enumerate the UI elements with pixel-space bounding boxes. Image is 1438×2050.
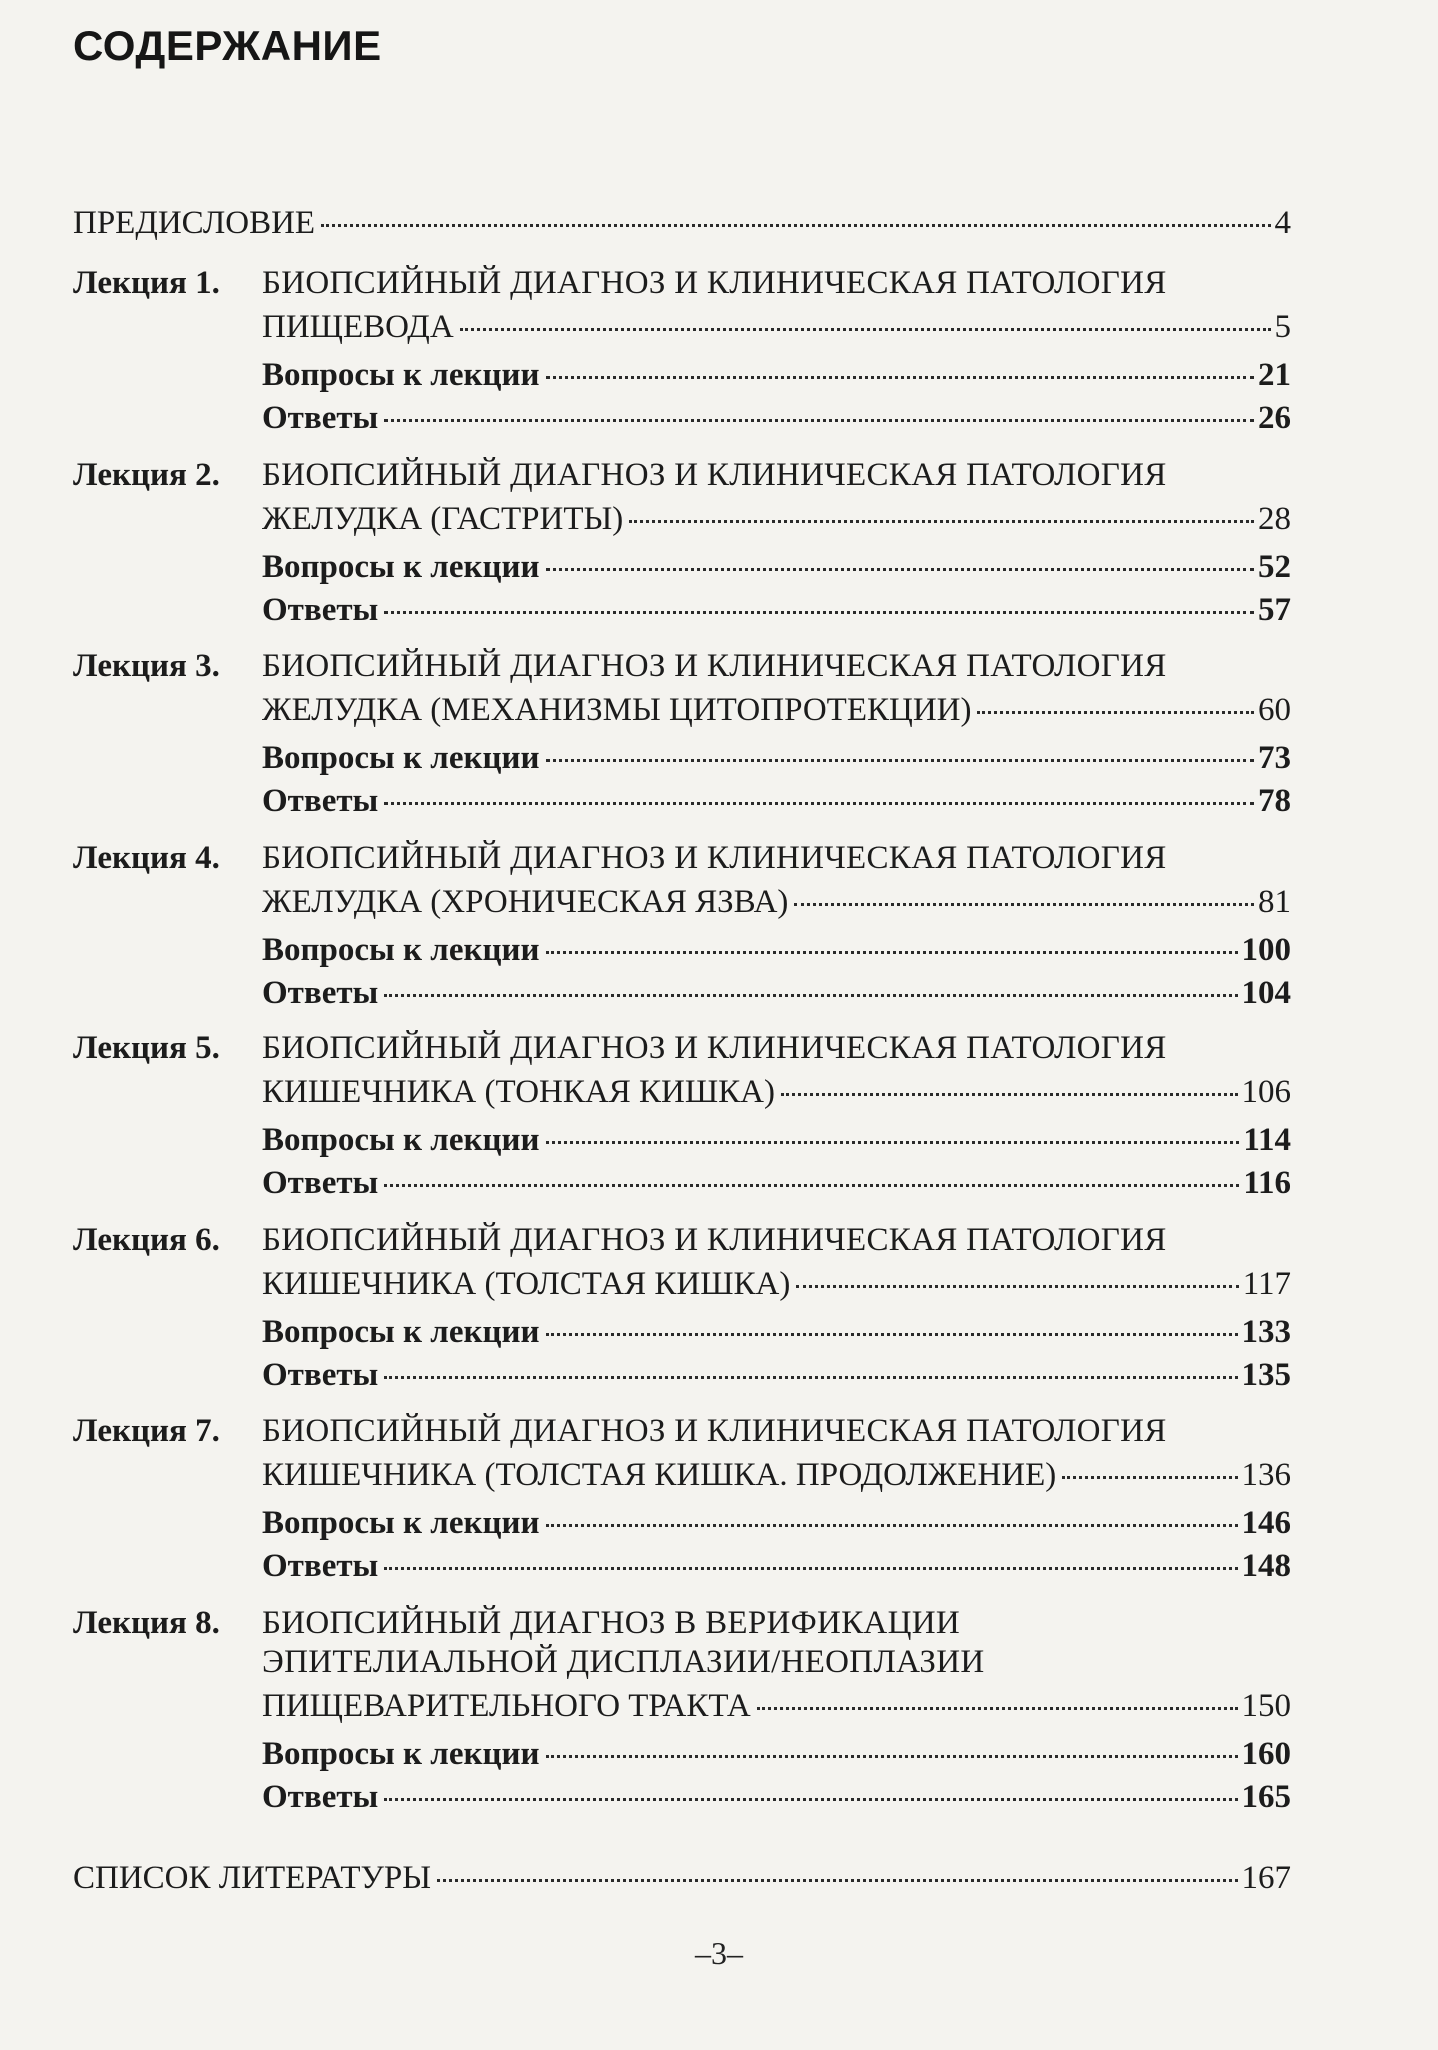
dot-leader xyxy=(384,611,1254,614)
lecture-title-end-page: 5 xyxy=(1274,309,1291,345)
lecture-questions-page: 114 xyxy=(1243,1122,1291,1158)
lecture-answers-page: 78 xyxy=(1258,783,1291,819)
lecture-title-end xyxy=(262,1452,1291,1498)
dot-leader xyxy=(781,1093,1238,1096)
lecture-label: Лекция 3. xyxy=(73,648,220,684)
lecture-title-end xyxy=(262,304,1291,350)
dot-leader xyxy=(384,1376,1237,1379)
lecture-label: Лекция 4. xyxy=(73,840,220,876)
toc-preface xyxy=(73,200,1291,246)
lecture-title-line: БИОПСИЙНЫЙ ДИАГНОЗ И КЛИНИЧЕСКАЯ ПАТОЛОГИЯ xyxy=(262,457,1167,493)
lecture-title-end-title: ЖЕЛУДКА (ГАСТРИТЫ) xyxy=(262,501,624,537)
lecture-answers xyxy=(262,587,1291,633)
dot-leader xyxy=(977,711,1254,714)
dot-leader xyxy=(437,1879,1237,1882)
lecture-title-line: БИОПСИЙНЫЙ ДИАГНОЗ И КЛИНИЧЕСКАЯ ПАТОЛОГИЯ xyxy=(262,648,1167,684)
lecture-title-end-title: ПИЩЕВАРИТЕЛЬНОГО ТРАКТА xyxy=(262,1688,751,1724)
lecture-questions xyxy=(262,1500,1291,1546)
lecture-answers-page: 148 xyxy=(1241,1548,1291,1584)
lecture-title-line: ЭПИТЕЛИАЛЬНОЙ ДИСПЛАЗИИ/НЕОПЛАЗИИ xyxy=(262,1644,985,1680)
lecture-title-end-title: ЖЕЛУДКА (ХРОНИЧЕСКАЯ ЯЗВА) xyxy=(262,884,789,920)
lecture-title-line: БИОПСИЙНЫЙ ДИАГНОЗ И КЛИНИЧЕСКАЯ ПАТОЛОГИЯ xyxy=(262,840,1167,876)
dot-leader xyxy=(796,1285,1238,1288)
lecture-title-end-title: КИШЕЧНИКА (ТОЛСТАЯ КИШКА) xyxy=(262,1266,791,1302)
dot-leader xyxy=(384,1184,1239,1187)
lecture-title-end-title: ЖЕЛУДКА (МЕХАНИЗМЫ ЦИТОПРОТЕКЦИИ) xyxy=(262,692,972,728)
dot-leader xyxy=(384,1567,1237,1570)
toc-references-title: СПИСОК ЛИТЕРАТУРЫ xyxy=(73,1860,432,1896)
dot-leader xyxy=(546,759,1254,762)
toc-references xyxy=(73,1855,1291,1901)
dot-leader xyxy=(384,1798,1237,1801)
lecture-title-line: БИОПСИЙНЫЙ ДИАГНОЗ И КЛИНИЧЕСКАЯ ПАТОЛОГИЯ xyxy=(262,1030,1167,1066)
toc-references-page: 167 xyxy=(1241,1860,1291,1896)
page-heading: СОДЕРЖАНИЕ xyxy=(73,22,382,69)
lecture-questions xyxy=(262,1731,1291,1777)
lecture-questions-title: Вопросы к лекции xyxy=(262,357,540,393)
dot-leader xyxy=(460,328,1271,331)
lecture-title-end-page: 81 xyxy=(1258,884,1291,920)
lecture-questions xyxy=(262,927,1291,973)
lecture-questions xyxy=(262,544,1291,590)
lecture-questions-page: 146 xyxy=(1241,1505,1291,1541)
lecture-answers-title: Ответы xyxy=(262,1357,379,1393)
lecture-questions-page: 160 xyxy=(1241,1736,1291,1772)
dot-leader xyxy=(794,903,1254,906)
lecture-questions-page: 73 xyxy=(1258,740,1291,776)
lecture-title-end-page: 28 xyxy=(1258,501,1291,537)
lecture-title-end xyxy=(262,1261,1291,1307)
toc-preface-page: 4 xyxy=(1274,205,1291,241)
dot-leader xyxy=(546,1755,1238,1758)
lecture-questions-title: Вопросы к лекции xyxy=(262,740,540,776)
lecture-title-line: БИОПСИЙНЫЙ ДИАГНОЗ И КЛИНИЧЕСКАЯ ПАТОЛОГИЯ xyxy=(262,1222,1167,1258)
lecture-title-end xyxy=(262,496,1291,542)
lecture-title-end-page: 60 xyxy=(1258,692,1291,728)
lecture-title-end xyxy=(262,879,1291,925)
lecture-answers-page: 26 xyxy=(1258,400,1291,436)
lecture-title-end-page: 117 xyxy=(1242,1266,1291,1302)
dot-leader xyxy=(321,224,1270,227)
lecture-title-end xyxy=(262,687,1291,733)
lecture-questions xyxy=(262,735,1291,781)
lecture-questions-title: Вопросы к лекции xyxy=(262,932,540,968)
dot-leader xyxy=(1062,1476,1237,1479)
lecture-answers-title: Ответы xyxy=(262,1779,379,1815)
lecture-label: Лекция 1. xyxy=(73,265,220,301)
lecture-label: Лекция 7. xyxy=(73,1413,220,1449)
lecture-title-line: БИОПСИЙНЫЙ ДИАГНОЗ И КЛИНИЧЕСКАЯ ПАТОЛОГИЯ xyxy=(262,265,1167,301)
lecture-questions-page: 21 xyxy=(1258,357,1291,393)
lecture-answers-title: Ответы xyxy=(262,783,379,819)
lecture-answers xyxy=(262,970,1291,1016)
dot-leader xyxy=(546,1141,1240,1144)
lecture-answers-title: Ответы xyxy=(262,400,379,436)
dot-leader xyxy=(384,419,1254,422)
dot-leader xyxy=(384,802,1254,805)
lecture-answers-title: Ответы xyxy=(262,1165,379,1201)
lecture-questions-title: Вопросы к лекции xyxy=(262,1736,540,1772)
dot-leader xyxy=(546,568,1254,571)
lecture-answers xyxy=(262,778,1291,824)
dot-leader xyxy=(757,1707,1238,1710)
lecture-answers xyxy=(262,1774,1291,1820)
lecture-answers xyxy=(262,395,1291,441)
lecture-answers-page: 165 xyxy=(1241,1779,1291,1815)
lecture-answers xyxy=(262,1160,1291,1206)
lecture-title-line: БИОПСИЙНЫЙ ДИАГНОЗ И КЛИНИЧЕСКАЯ ПАТОЛОГИЯ xyxy=(262,1413,1167,1449)
dot-leader xyxy=(546,1524,1238,1527)
lecture-questions-title: Вопросы к лекции xyxy=(262,1122,540,1158)
lecture-answers-page: 135 xyxy=(1241,1357,1291,1393)
page-number: –3– xyxy=(695,1935,743,1971)
lecture-questions-title: Вопросы к лекции xyxy=(262,1505,540,1541)
lecture-answers-title: Ответы xyxy=(262,1548,379,1584)
lecture-label: Лекция 8. xyxy=(73,1605,220,1641)
lecture-title-end-title: ПИЩЕВОДА xyxy=(262,309,454,345)
lecture-questions-page: 133 xyxy=(1241,1314,1291,1350)
dot-leader xyxy=(546,951,1238,954)
dot-leader xyxy=(629,520,1254,523)
lecture-answers-title: Ответы xyxy=(262,592,379,628)
lecture-title-end-title: КИШЕЧНИКА (ТОНКАЯ КИШКА) xyxy=(262,1074,775,1110)
lecture-title-end-title: КИШЕЧНИКА (ТОЛСТАЯ КИШКА. ПРОДОЛЖЕНИЕ) xyxy=(262,1457,1057,1493)
lecture-answers-title: Ответы xyxy=(262,975,379,1011)
lecture-title-end-page: 106 xyxy=(1241,1074,1291,1110)
lecture-title-end-page: 136 xyxy=(1241,1457,1291,1493)
lecture-questions-title: Вопросы к лекции xyxy=(262,549,540,585)
lecture-label: Лекция 2. xyxy=(73,457,220,493)
lecture-answers-page: 57 xyxy=(1258,592,1291,628)
lecture-questions xyxy=(262,352,1291,398)
lecture-questions-page: 100 xyxy=(1241,932,1291,968)
lecture-questions xyxy=(262,1309,1291,1355)
lecture-questions-page: 52 xyxy=(1258,549,1291,585)
lecture-label: Лекция 6. xyxy=(73,1222,220,1258)
lecture-title-end xyxy=(262,1069,1291,1115)
lecture-answers xyxy=(262,1352,1291,1398)
lecture-answers-page: 104 xyxy=(1241,975,1291,1011)
lecture-title-end xyxy=(262,1683,1291,1729)
lecture-answers xyxy=(262,1543,1291,1589)
lecture-title-end-page: 150 xyxy=(1241,1688,1291,1724)
dot-leader xyxy=(546,1333,1238,1336)
lecture-questions xyxy=(262,1117,1291,1163)
lecture-answers-page: 116 xyxy=(1243,1165,1291,1201)
toc-preface-title: ПРЕДИСЛОВИЕ xyxy=(73,205,316,241)
dot-leader xyxy=(384,994,1237,997)
lecture-questions-title: Вопросы к лекции xyxy=(262,1314,540,1350)
dot-leader xyxy=(546,376,1254,379)
lecture-label: Лекция 5. xyxy=(73,1030,220,1066)
lecture-title-line: БИОПСИЙНЫЙ ДИАГНОЗ В ВЕРИФИКАЦИИ xyxy=(262,1605,960,1641)
